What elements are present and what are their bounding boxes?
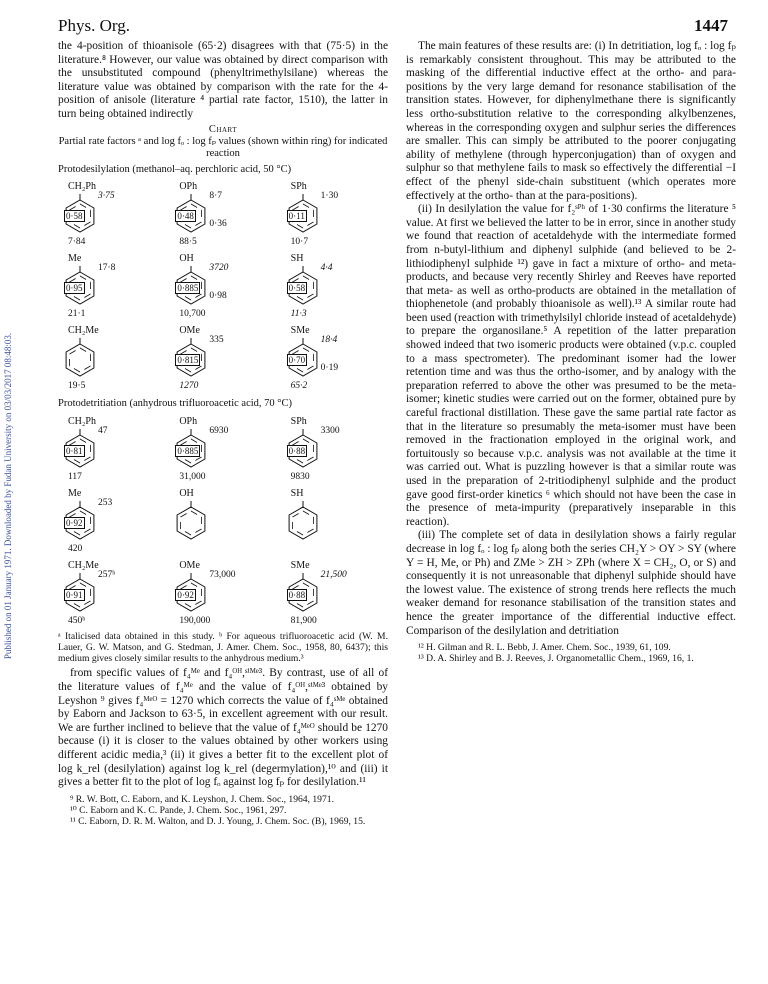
substituent-label: CH₂Me (68, 559, 99, 571)
substituent-label: SPh (290, 415, 307, 427)
substituent-label: CH₂Ph (68, 415, 96, 427)
desilylation-grid (58, 178, 388, 394)
page-number: 1447 (694, 16, 728, 35)
log-ratio-in-ring: 0·885 (177, 445, 199, 456)
desilylation-cell (169, 322, 276, 394)
reference-13: ¹³ D. A. Shirley and B. J. Reeves, J. Organometallic Chem., 1969, 16, 1. (418, 653, 694, 665)
section-detritiation: Protodetritiation (anhydrous trifluoroacetic acid, 70 °C) (58, 398, 292, 410)
ortho-factor: 73,000 (209, 569, 236, 580)
desilylation-cell (169, 178, 276, 250)
substituent-label: OH (179, 487, 194, 499)
reference-9: ⁹ R. W. Bott, C. Eaborn, and K. Leyshon, J. Chem. Soc., 1964, 1971. (70, 793, 334, 805)
ortho-factor: 21,500 (320, 569, 347, 580)
para-factor: 450ᵇ (68, 615, 86, 626)
desilylation-cell (169, 250, 276, 322)
log-ratio-in-ring: 0·58 (66, 211, 83, 222)
right-paragraph-3: (iii) The complete set of data in desilylation shows a fairly regular decrease in log fₒ : log fₚ along both the series CH₂Y > OY > SY (where Y = H, Me, or Ph) and ZMe > ZH > ZPh (where X = CH₂, O, or S) and consequently it is not unreasonable that diphenyl sulphide should have the lowest value. The existence of strong trends here reflects the much weaker demand for resonance stabilisation of the transition states and hence the greater importance of the differential inductive effect. Comparison of the desilylation and detritiation (406, 529, 736, 637)
substituent-label: SH (290, 487, 304, 499)
desilylation-cell (281, 250, 388, 322)
substituent-label: SMe (290, 559, 310, 571)
substituent-label: OH (179, 253, 194, 265)
benzene-ring-icon (281, 178, 341, 240)
ortho-factor: 257ᵇ (98, 569, 116, 580)
substituent-label: OPh (179, 415, 198, 427)
substituent-label: SPh (290, 181, 307, 193)
para-factor: 420 (68, 543, 83, 554)
chart-footnote: ᵃ Italicised data obtained in this study. ᵇ For aqueous trifluoroacetic acid (W. M. Lauer, G. W. Matson, and G. Stedman, J. Amer. Chem. Soc., 1958, 80, 6437); this medium gives closely similar results to the anhydrous medium.³ (58, 630, 388, 665)
para-factor: 81,900 (290, 615, 317, 626)
chart-caption: Partial rate factors ᵃ and log fₒ : log fₚ values (shown within ring) for indicated reaction (58, 135, 388, 159)
log-ratio-in-ring: 0·95 (66, 283, 83, 294)
log-ratio-in-ring: 0·88 (288, 589, 306, 600)
reference-11: ¹¹ C. Eaborn, D. R. M. Walton, and D. J. Young, J. Chem. Soc. (B), 1969, 15. (70, 816, 366, 828)
para-factor: 19·5 (68, 381, 86, 392)
benzene-ring-icon (281, 485, 341, 547)
meta-factor: 0·19 (320, 363, 339, 374)
left-paragraph-2: from specific values of f₄ᴹᵉ and f₄ᴼᴴ,ˢⁱᴹᵉ³. By contrast, use of all of the literature values of f₄ᴹᵉ and the value of f₄ᴼᴴ,ˢⁱᴹᵉ³ obtained by Leyshon ⁹ gives f₄ᴹᵉᴼ = 1270 which corrects the value of f₄ˢᴹᵉ obtained by Eaborn and Jackson to 63·5, in excellent agreement with our result. We are further inclined to believe that the value of f₄ᴹᵉᴼ should be 1270 because (i) it is closer to the values obtained by other workers using different acidic media,³ (ii) it gives a better fit to the excellent plot of log k_rel (desilylation) against log k_rel (degermylation),¹⁰ and (iii) it gives a better fit to the plot of log fₒ against log fₚ for desilylation.¹¹ (58, 667, 388, 789)
log-ratio-in-ring: 0·885 (177, 283, 199, 294)
detritiation-cell (169, 485, 276, 557)
right-paragraph-2: (ii) In desilylation the value for f₂ˢᴾʰ of 1·30 confirms the literature ⁵ value. At first we believed the latter to be in error, since in another study we found that reaction of acetaldehyde with the intermediate formed from n-butyl-lithium and diphenyl sulphide (and believed to be 2-lithiodiphenyl sulphide ¹²) gave in fact a mixture of ortho- and meta-products, and because very recently Shirley and Reeves have reported that meta- as well as ortho-products are obtained in the metallation of thiophenetole (and probably thioanisole as well).¹³ A similar route had been used (reaction with trimethylsilyl chloride instead of acetaldehyde) to prepare the organosilane.⁵ A repetition of the latter preparation showed indeed that two isomeric products were obtained (v.p.c. coupled to a mass spectrometer). The predominant isomer had the lower retention time and was thus the ortho-isomer, and by analogy with the preparation referred to above the other was presumed to be the meta-isomer; kinetic studies were carried out on the former, obtained pure by careful fractional distillation. These gave the same partial rate factor as that in the literature so presumably the meta-isomer must have been removed in the fractionation employed in the original work, and fortuitously so because v.p.c. analysis was not available at the time it was carried out. What is puzzling however is that a similar route was used in the preparation of 2-tritiodiphenyl sulphide and the product gave good first-order kinetics ⁶ which should not have been the case in the presence of meta-impurity (preparatively inseparable in this reaction). (406, 203, 736, 528)
ortho-factor: 3300 (320, 425, 340, 436)
substituent-label: Me (68, 487, 82, 499)
section-desilylation: Protodesilylation (methanol–aq. perchloric acid, 50 °C) (58, 163, 292, 175)
detritiation-cell (58, 557, 165, 629)
benzene-ring-icon (58, 250, 118, 312)
benzene-ring-icon (281, 250, 341, 312)
ortho-factor: 3720 (209, 263, 229, 274)
reference-12: ¹² H. Gilman and R. L. Bebb, J. Amer. Chem. Soc., 1939, 61, 109. (418, 642, 671, 654)
desilylation-cell (58, 178, 165, 250)
chart-title: Chart (208, 123, 238, 135)
para-factor: 1270 (179, 381, 199, 392)
substituent-label: CH₂Me (68, 325, 99, 337)
detritiation-cell (169, 557, 276, 629)
para-factor: 190,000 (179, 615, 211, 626)
benzene-ring-icon (281, 413, 341, 475)
detritiation-cell (169, 413, 276, 485)
log-ratio-in-ring: 0·58 (288, 283, 306, 294)
benzene-ring-icon (169, 485, 229, 547)
right-references (406, 642, 736, 664)
para-factor: 10·7 (290, 237, 309, 248)
detritiation-cell (281, 557, 388, 629)
detritiation-cell (58, 485, 165, 557)
substituent-label: CH₂Ph (68, 181, 96, 193)
para-factor: 31,000 (179, 471, 206, 482)
benzene-ring-icon (169, 413, 229, 475)
benzene-ring-icon (281, 557, 341, 619)
meta-factor: 0·36 (209, 219, 227, 230)
ortho-factor: 17·8 (98, 263, 116, 274)
ortho-factor: 4·4 (320, 263, 333, 274)
detritiation-grid (58, 413, 388, 629)
right-paragraph-1: The main features of these results are: (i) In detritiation, log fₒ : log fₚ is remarkably consistent throughout. This may be attributed to the masking of the differential inductive effect at the ortho- and para-positions by the very large demand for resonance stabilisation of the transition states. However, for diphenylmethane there is significantly less ortho-substitution relative to the corresponding alkylbenzenes, whereas in the corresponding oxygen and sulphur series the differences are smaller. This can simply be attributed to the poorer conjugating ability of methylene (through hyperconjugation) than of oxygen and sulphur so that methylene fails to mask so effectively the differential −I effect of the phenyl side-chain substituent (which operates more effectively at the ortho- than at the para-positions). (406, 40, 736, 202)
para-factor: 65·2 (290, 381, 308, 392)
ortho-factor: 253 (98, 497, 113, 508)
ortho-factor: 18·4 (320, 335, 338, 346)
substituent-label: SMe (290, 325, 310, 337)
detritiation-cell (281, 413, 388, 485)
log-ratio-in-ring: 0·48 (177, 211, 194, 222)
ortho-factor: 47 (98, 425, 108, 436)
right-column (406, 40, 736, 665)
substituent-label: OMe (179, 559, 200, 571)
ortho-factor: 335 (209, 335, 224, 346)
log-ratio-in-ring: 0·11 (288, 211, 305, 222)
ortho-factor: 6930 (209, 425, 229, 436)
para-factor: 9830 (290, 471, 310, 482)
left-column (58, 40, 388, 827)
detritiation-cell (281, 485, 388, 557)
publication-sidebar-note: Published on 01 January 1971. Downloaded by Fudan University on 03/03/2017 08:48:03. (3, 332, 13, 660)
substituent-label: OMe (179, 325, 200, 337)
para-factor: 10,700 (179, 309, 206, 320)
left-paragraph-1: the 4-position of thioanisole (65·2) disagrees with that (75·5) in the literature.⁸ However, our value was obtained by direct comparison with the unsubstituted compound (phenyltrimethylsilane) whereas the literature value was obtained by comparison with the rate for the 4-position of anisole (literature ⁴ partial rate factor, 1510), the latter in turn being obtained indirectly (58, 40, 388, 120)
benzene-ring-icon (58, 485, 118, 547)
para-factor: 21·1 (68, 309, 86, 320)
log-ratio-in-ring: 0·815 (177, 355, 199, 366)
meta-factor: 0·98 (209, 291, 227, 302)
substituent-label: OPh (179, 181, 198, 193)
para-factor: 7·84 (68, 237, 86, 248)
substituent-label: SH (290, 253, 304, 265)
para-factor: 117 (68, 471, 82, 482)
ortho-factor: 8·7 (209, 191, 222, 202)
para-factor: 88·5 (179, 237, 197, 248)
desilylation-cell (58, 322, 165, 394)
substituent-label: Me (68, 253, 82, 265)
desilylation-cell (281, 322, 388, 394)
log-ratio-in-ring: 0·91 (66, 589, 83, 600)
desilylation-cell (58, 250, 165, 322)
reference-10: ¹⁰ C. Eaborn and K. C. Pande, J. Chem. Soc., 1961, 297. (70, 804, 287, 816)
left-references (58, 794, 388, 828)
ortho-factor: 3·75 (98, 191, 115, 202)
log-ratio-in-ring: 0·88 (288, 445, 306, 456)
para-factor: 11·3 (290, 309, 307, 320)
journal-header: Phys. Org. (58, 16, 130, 35)
log-ratio-in-ring: 0·70 (288, 355, 306, 366)
log-ratio-in-ring: 0·92 (177, 589, 194, 600)
log-ratio-in-ring: 0·92 (66, 517, 83, 528)
log-ratio-in-ring: 0·81 (66, 445, 83, 456)
detritiation-cell (58, 413, 165, 485)
desilylation-cell (281, 178, 388, 250)
ortho-factor: 1·30 (320, 191, 339, 202)
chart-caption-block (58, 124, 388, 160)
